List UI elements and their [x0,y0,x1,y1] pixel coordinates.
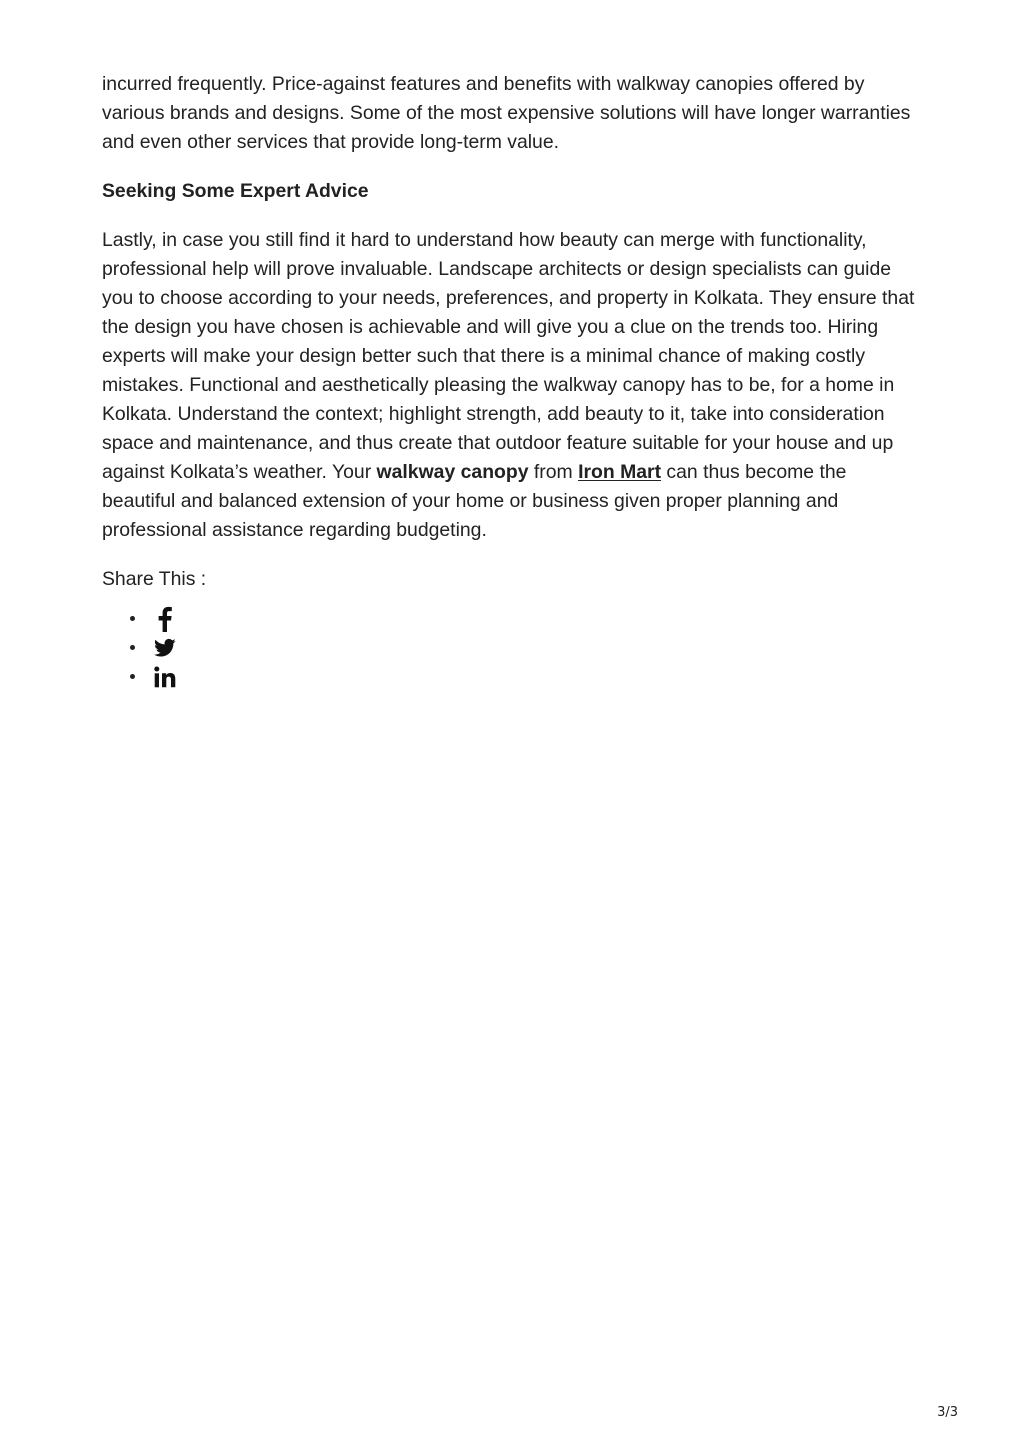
main-paragraph-from: from [528,461,579,483]
page-number: 3/3 [937,1405,958,1420]
article-body [102,70,924,691]
twitter-icon[interactable] [153,636,177,660]
main-paragraph-end: can thus become the beautiful and balanced extension of your home or business given proper planning and professional assistance regarding budgeting. [102,461,847,541]
intro-paragraph: incurred frequently. Price-against features and benefits with walkway canopies offered by various brands and designs. Some of the most expensive solutions will have longer warranties and even other services that provide long-term value. [102,73,911,153]
list-bullet [130,645,135,650]
list-bullet [130,674,135,679]
facebook-icon[interactable] [153,607,177,631]
share-item-twitter [130,633,924,662]
share-list [102,604,924,691]
main-paragraph [102,226,924,545]
list-bullet [130,616,135,621]
section-heading: Seeking Some Expert Advice [102,180,369,202]
walkway-canopy-keyword: walkway canopy [376,461,529,483]
linkedin-icon[interactable] [153,665,177,689]
share-item-linkedin [130,662,924,691]
share-label: Share This : [102,568,207,590]
share-item-facebook [130,604,924,633]
iron-mart-link[interactable]: Iron Mart [578,461,662,483]
main-paragraph-text: Lastly, in case you still find it hard to understand how beauty can merge with functionality, professional help will prove invaluable. Landscape architects or design specialists can guide you to choose according to your needs, preferences, and property in Kolkata. They ensure that the design you have chosen is achievable and will give you a clue on the trends too. Hiring experts will make your design better such that there is a minimal chance of making costly mistakes. Functional and aesthetically pleasing the walkway canopy has to be, for a home in Kolkata. Understand the context; highlight strength, add beauty to it, take into consideration space and maintenance, and thus create that outdoor feature suitable for your house and up against Kolkata’s weather. Your [102,229,915,483]
